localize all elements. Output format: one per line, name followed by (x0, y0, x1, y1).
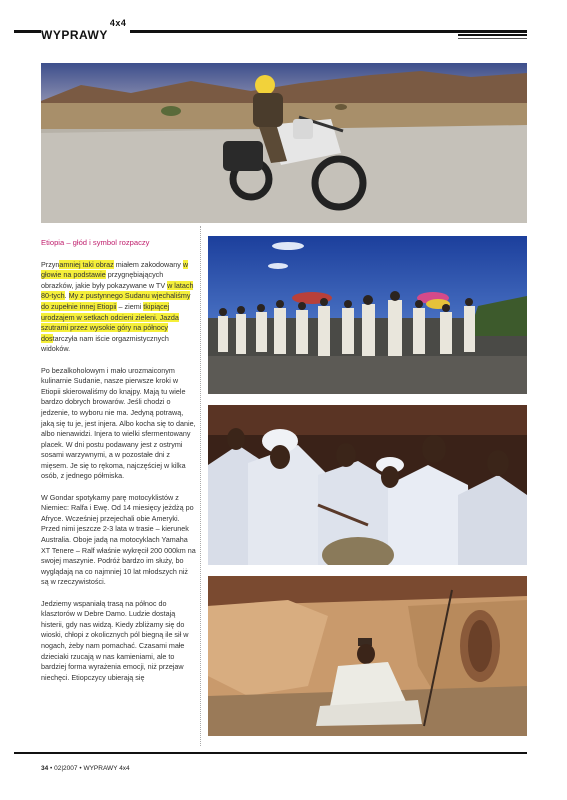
procession-umbrellas-photo (208, 236, 527, 394)
article-column (41, 238, 197, 694)
article-paragraph-4: Jedziemy wspaniałą trasą na północ do klasztorów w Debre Damo. Ludzie dostają histerii, gdy nas widzą. Kiedy zbliżamy się do wioski, chłopi z okolicznych pól biegną ile sił w nogach, żeby nam pomachać. Czasami małe dzieciaki rzucają w nas kamieniami, ale to bardziej forma wyrażenia emocji, niż przejaw niechęci. Etiopczycy ubierają się (41, 598, 189, 682)
footer-bullet-2: • (79, 765, 82, 772)
page-footer (41, 765, 130, 772)
p1-mid-2: przygnębiających obrazków, jakie były pokazywane w TV (41, 270, 168, 290)
header-rule-right (458, 34, 527, 36)
p1-highlight-2: w głowie na podstawie (41, 259, 189, 280)
page-number: 34 (41, 765, 49, 772)
p1-highlight-3: w latach 80-tych (41, 280, 194, 301)
p1-mid-3: . (64, 291, 69, 301)
motorcyclist-desert-road-photo (41, 63, 527, 223)
p1-pre: Przyn (41, 259, 60, 269)
magazine-name: WYPRAWY 4x4 (83, 765, 130, 772)
section-masthead (41, 18, 130, 42)
monk-rock-church-photo (208, 576, 527, 736)
column-divider (200, 226, 201, 746)
header-rule-right-thin (458, 38, 527, 39)
article-paragraph-3: W Gondar spotykamy parę motocyklistów z Niemiec: Ralfa i Ewę. Od 14 miesięcy jeżdżą po Afryce. Wcześniej przejechali obie Ameryki. Przed nimi jeszcze 2-3 lata w trasie – kierunek Australia. Oboje jadą na motocyklach Yamaha XT Tenere – Ralf właśnie wykręcił 200 000km na swojej maszynie. Podróż bardzo im służy, bo wyglądają na co najmniej 10 lat młodszych niż są w rzeczywistości. (41, 492, 196, 587)
priests-white-robes-photo (208, 405, 527, 565)
article-paragraph-2: Po bezalkoholowym i mało urozmaiconym kulinarnie Sudanie, nasze pierwsze kroki w Etiopii skierowaliśmy do knajpy. Mają tu wiele bardzo dobrych browarów. Jeśli chodzi o jedzenie, to wyboru nie ma. Jedyną potrawą, jaką się tu je, jest injera. Albo kocha się to danie, albo nienawidzi. Injera to wielki sfermentowany placek. W dni postu podawany jest z ostrymi sosami warzywnymi, a w pozostałe dni z mięsem. Je się to rękoma, najczęściej w kilka osób, z jednego półmiska. (41, 365, 196, 481)
footer-rule (14, 752, 527, 754)
p1-highlight-4: My z pustynnego Sudanu wjechaliśmy do zupełnie innej Etiopii (41, 291, 191, 311)
p1-mid-1: miałem zakodowany (113, 259, 183, 269)
article-heading: Etiopia – głód i symbol rozpaczy (41, 238, 150, 247)
p1-post: tarczyła nam iście orgazmistycznych widoków. (41, 333, 169, 354)
p1-mid-4: – ziemi (116, 301, 144, 311)
p1-highlight-5: tkipiącej urodzajem w setkach odcieni zieleni. Jazda szutrami przez wysokie góry na północy dos (41, 301, 179, 343)
article-paragraph-1 (41, 260, 197, 355)
p1-highlight-1: amniej taki obraz (59, 259, 114, 269)
footer-bullet-1: • (50, 765, 53, 772)
issue-number: 02|2007 (54, 765, 78, 772)
masthead-sup: 4x4 (109, 18, 127, 28)
masthead-title: WYPRAWY (41, 28, 108, 42)
